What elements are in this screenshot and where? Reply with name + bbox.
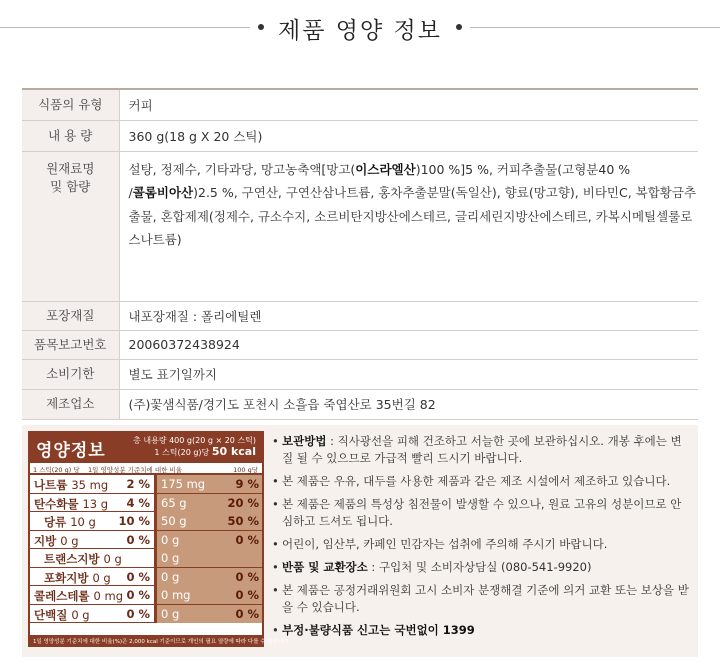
nutrient-amount-100g: 0 mg — [157, 586, 207, 604]
nutrient-pct-100g: 50 % — [207, 512, 262, 530]
note-item: • 본 제품은 공정거래위원회 고시 소비자 분쟁해결 기준에 의거 교환 또는 보상을 받을 수 있습니다. — [272, 582, 692, 616]
nutrient-daily-pct: 0 % — [126, 532, 150, 547]
info-row-ingredients — [22, 151, 698, 301]
nutrition-title: 영양정보 — [36, 441, 106, 461]
info-row-manufacturer — [22, 389, 698, 419]
nutrition-row — [30, 605, 262, 624]
info-row-type — [22, 89, 698, 120]
nutrient-pct-100g — [207, 549, 262, 567]
nutrition-row — [30, 568, 262, 587]
nutrient-pct-100g: 0 % — [207, 586, 262, 604]
info-row-volume — [22, 120, 698, 151]
note-item: • 부정·불량식품 신고는 국번없이 1399 — [272, 622, 692, 639]
subheader-daily-value: 1일 영양성분 기준치에 대한 비율 — [88, 466, 183, 474]
product-info-table — [22, 88, 698, 420]
nutrition-serving: 1 스틱(20 g)당 50 kcal — [154, 445, 256, 458]
nutrient-name: 포화지방 0 g — [44, 570, 111, 585]
nutrient-pct-100g: 9 % — [207, 475, 262, 493]
nutrient-name: 지방 0 g — [34, 533, 79, 548]
nutrient-daily-pct: 0 % — [126, 606, 150, 621]
title-divider-right — [470, 27, 720, 28]
title-dot-right — [456, 24, 462, 30]
product-notes-list — [272, 433, 692, 645]
nutrition-total-line: 총 내용량 400 g(20 g × 20 스틱) — [133, 436, 256, 445]
nutrient-daily-pct: 10 % — [118, 514, 150, 528]
info-value: (주)꽃샘식품/경기도 포천시 소흘읍 죽엽산로 35번길 82 — [119, 389, 698, 419]
nutrition-facts-label — [28, 431, 291, 647]
nutrition-row — [30, 531, 262, 550]
nutrient-amount: 0 g — [92, 570, 111, 585]
page-title-bar — [0, 10, 720, 46]
nutrient-daily-pct: 0 % — [126, 569, 150, 584]
nutrient-daily-pct: 4 % — [126, 495, 150, 510]
nutrition-total — [133, 435, 256, 458]
info-label: 식품의 유형 — [22, 89, 119, 120]
nutrient-amount: 35 mg — [71, 478, 109, 492]
nutrition-header — [30, 433, 262, 463]
nutrient-amount: 0 g — [60, 533, 79, 548]
nutrient-name: 단백질 0 g — [34, 607, 90, 622]
info-value: 20060372438924 — [119, 330, 698, 359]
note-item: • 본 제품은 우유, 대두를 사용한 제품과 같은 제조 시설에서 제조하고 있습니다. — [272, 473, 692, 490]
nutrition-footnote: 1일 영양성분 기준치에 대한 비율(%)은 2,000 kcal 기준이므로 개인의 필요 열량에 따라 다를 수 있습니다. — [30, 635, 262, 645]
nutrition-and-notes-panel — [22, 425, 698, 657]
note-item: • 어린이, 임산부, 카페인 민감자는 섭취에 주의해 주시기 바랍니다. — [272, 536, 692, 553]
info-label: 원재료명 및 함량 — [22, 151, 119, 301]
note-item: • 본 제품은 제품의 특성상 침전물이 발생할 수 있으나, 원료 고유의 성분이므로 안심하고 드셔도 됩니다. — [272, 496, 692, 530]
nutrient-name: 콜레스테롤 0 mg — [34, 589, 124, 603]
page-title: 제품 영양 정보 — [278, 18, 442, 44]
nutrition-subheader — [30, 463, 262, 475]
info-value: 360 g(18 g X 20 스틱) — [119, 120, 698, 151]
info-value: 내포장재질 : 폴리에틸렌 — [119, 301, 698, 330]
note-item: • 반품 및 교환장소 : 구입처 및 소비자상담실 (080-541-9920) — [272, 559, 692, 576]
subheader-per-stick: 1 스틱(20 g) 당 — [33, 466, 80, 474]
nutrient-amount: 0 g — [71, 607, 90, 622]
nutrient-amount-100g: 0 g — [157, 605, 207, 623]
nutrient-daily-pct: 0 % — [126, 588, 150, 602]
info-label: 품목보고번호 — [22, 330, 119, 359]
nutrition-row — [30, 549, 262, 568]
nutrient-amount-100g: 50 g — [157, 512, 207, 530]
info-row-expiry — [22, 359, 698, 389]
nutrient-amount: 13 g — [82, 496, 109, 511]
info-label: 제조업소 — [22, 389, 119, 419]
subheader-per-100g: 100 g당 — [233, 466, 258, 474]
info-label: 내 용 량 — [22, 120, 119, 151]
info-value: 커피 — [119, 89, 698, 120]
nutrition-row — [30, 475, 262, 494]
nutrient-name: 탄수화물 13 g — [34, 496, 109, 511]
note-item: • 보관방법 : 직사광선을 피해 건조하고 서늘한 곳에 보관하십시오. 개봉 후에는 변질 될 수 있으므로 가급적 빨리 드시기 바랍니다. — [272, 433, 692, 467]
info-value: 별도 표기일까지 — [119, 359, 698, 389]
info-row-packaging — [22, 301, 698, 330]
nutrient-name: 당류 10 g — [44, 515, 96, 529]
info-value-ingredients: 설탕, 정제수, 기타과당, 망고농축액[망고(이스라엘산)100 %]5 %, 커피추출물(고형분40 % /콜롬비아산)2.5 %, 구연산, 구연산삼나트륨, 홍차추출분말(독일산), 향료(망고향), 비타민C, 복합황금추출물, 혼합제제(정제수, 규소수지, 소르비탄지방산에스테르, 글리세린지방산에스테르, 카복시메틸셀룰로스나트륨) — [119, 151, 698, 301]
nutrient-pct-100g: 0 % — [207, 531, 262, 549]
nutrient-amount-100g: 65 g — [157, 494, 207, 512]
nutrient-pct-100g: 0 % — [207, 568, 262, 586]
nutrient-daily-pct: 2 % — [126, 477, 150, 491]
info-row-report-number — [22, 330, 698, 359]
nutrition-rows — [30, 475, 262, 623]
info-label: 포장재질 — [22, 301, 119, 330]
nutrient-amount: 0 mg — [93, 589, 124, 603]
nutrient-amount-100g: 0 g — [157, 568, 207, 586]
nutrition-row — [30, 512, 262, 531]
nutrient-pct-100g: 0 % — [207, 605, 262, 623]
nutrient-amount: 10 g — [70, 515, 96, 529]
nutrient-amount-100g: 0 g — [157, 531, 207, 549]
nutrition-row — [30, 494, 262, 513]
nutrition-kcal: 50 kcal — [211, 445, 256, 458]
nutrient-amount-100g: 0 g — [157, 549, 207, 567]
nutrient-name: 나트륨 35 mg — [34, 478, 109, 492]
nutrition-row — [30, 586, 262, 605]
nutrient-pct-100g: 20 % — [207, 494, 262, 512]
nutrient-name: 트랜스지방 0 g — [44, 552, 122, 566]
nutrient-amount: 0 g — [103, 552, 122, 566]
info-label: 소비기한 — [22, 359, 119, 389]
nutrient-amount-100g: 175 mg — [157, 475, 207, 493]
